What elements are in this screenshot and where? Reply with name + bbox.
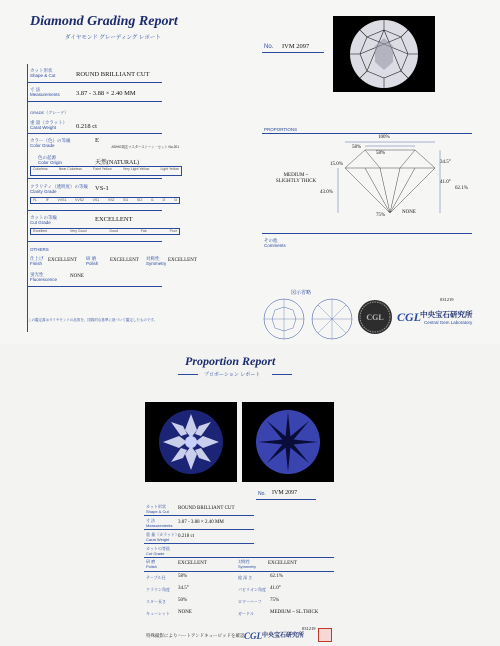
svg-text:CGL: CGL — [397, 310, 421, 324]
proportion-title: Proportion Report — [185, 354, 276, 368]
clarity-scale-item: I1 — [150, 198, 154, 202]
row-left-label: キューレット — [146, 611, 170, 616]
report-title-jp: ダイヤモンド グレーディング レポート — [65, 35, 161, 41]
finish-value: EXCELLENT — [48, 258, 77, 263]
clarity-scale-item: SI2 — [137, 198, 143, 202]
color-origin-label-en: Color Origin — [38, 160, 63, 165]
cut-label-jp: カットの等級 — [30, 215, 57, 220]
prop-total-depth: 62.1% — [455, 186, 468, 191]
carat-value: 0.218 ct — [76, 123, 97, 130]
polish-label-en: Polish — [146, 564, 157, 569]
cut-scale-item: Excellent — [33, 229, 48, 233]
row-left-value: 58% — [178, 574, 188, 579]
symmetry-label-en: Symmetry — [146, 261, 167, 266]
report-number: IVM 2097 — [272, 490, 298, 496]
row-right-label: 総 深 さ — [238, 575, 253, 580]
proportion-report — [0, 344, 500, 644]
symmetry-value: EXCELLENT — [268, 561, 297, 566]
clarity-scale — [30, 197, 180, 204]
report-number-underline — [262, 52, 324, 53]
proportion-row — [146, 586, 336, 596]
divider — [27, 286, 162, 287]
prop-crown-pct: 15.0% — [330, 162, 343, 167]
color-scale-item: Near Colorless — [58, 167, 82, 171]
shape-label-jp: カット形状 — [30, 68, 53, 73]
prop-table-total: 100% — [378, 135, 390, 140]
divider — [27, 178, 162, 179]
divider — [144, 529, 254, 530]
hearts-photo — [145, 402, 237, 482]
proportions-label: PROPORTIONS — [264, 127, 298, 132]
cut-scale-item: Fair — [140, 229, 147, 233]
measurements-label-jp: 寸 法 — [146, 518, 156, 523]
proportion-row — [146, 598, 336, 608]
color-scale — [30, 166, 182, 176]
polish-value: EXCELLENT — [110, 258, 139, 263]
lab-seal — [358, 300, 392, 334]
diamond-diagram-bottom — [310, 297, 354, 346]
color-scale-item: Colorless — [33, 167, 48, 171]
color-origin-label-jp: 色の起源 — [38, 155, 56, 160]
row-right-value: MEDIUM ~ SL.THICK — [270, 610, 319, 615]
divider — [27, 133, 162, 134]
comments-label-en: Comments — [264, 243, 286, 248]
title-dash-left — [178, 374, 198, 375]
arrows-photo — [242, 402, 334, 482]
comments-label-jp: その他 — [264, 238, 278, 243]
clarity-scale-item: I3 — [174, 198, 177, 202]
shape-label-en: Shape & Cut — [146, 509, 169, 514]
clarity-label-jp: クラリティ（透明度）の等級 — [30, 184, 89, 189]
clarity-value: VS-1 — [95, 185, 109, 192]
report-title: Diamond Grading Report — [30, 14, 178, 29]
svg-text:CGL: CGL — [366, 313, 384, 322]
row-right-label: ガードル — [238, 611, 254, 616]
prop-girdle: MEDIUM ~ SLIGHTLY THICK — [275, 173, 317, 184]
report-number-label: No. — [264, 44, 274, 50]
cut-scale-item: Good — [109, 229, 118, 233]
left-border — [27, 64, 28, 332]
shape-label-en: Shape & Cut — [30, 73, 56, 78]
prop-star: 58% — [376, 151, 386, 156]
fluorescence-label-jp: 蛍光性 — [30, 272, 44, 277]
lab-stamp — [318, 628, 332, 642]
divider — [27, 241, 162, 242]
prop-culet: NONE — [402, 210, 416, 215]
cut-label-jp: カットの等級 — [146, 546, 170, 551]
title-dash-right — [272, 374, 292, 375]
divider — [144, 515, 254, 516]
color-scale-item: Very Light Yellow — [122, 167, 150, 171]
fluorescence-value: NONE — [70, 274, 84, 279]
row-right-label: ロワーハーフ — [238, 599, 262, 604]
clarity-scale-item: VS2 — [107, 198, 115, 202]
clarity-scale-item: IF — [45, 198, 49, 202]
prop-crown-angle: 34.5° — [440, 160, 451, 165]
symmetry-value: EXCELLENT — [168, 258, 197, 263]
diagram-title: 図示省略 — [291, 290, 312, 296]
proportion-row — [146, 574, 336, 584]
color-origin-value: 天然(NATURAL) — [95, 160, 139, 166]
polish-label-jp: 研 磨 — [146, 559, 156, 564]
serial-number: 031219 — [302, 626, 316, 631]
clarity-scale-item: VVS2 — [75, 198, 84, 202]
prop-lower-half: 75% — [376, 213, 386, 218]
svg-text:CGL: CGL — [244, 631, 262, 641]
divider — [262, 233, 472, 234]
row-right-value: 75% — [270, 598, 280, 603]
polish-value: EXCELLENT — [178, 561, 207, 566]
polish-label-jp: 研 磨 — [86, 256, 97, 261]
color-value: E — [95, 137, 99, 144]
symmetry-label-jp: 対称性 — [238, 559, 250, 564]
carat-label-en: Carat Weight — [146, 537, 170, 542]
row-right-value: 41.0° — [270, 586, 281, 591]
color-scale-item: Light Yellow — [160, 167, 179, 171]
divider — [144, 571, 334, 572]
symmetry-label-en: Symmetry — [238, 564, 256, 569]
polish-label-en: Polish — [86, 261, 99, 266]
serial-number: 031219 — [440, 297, 454, 302]
clarity-scale-item: VS1 — [92, 198, 100, 202]
shape-value: ROUND BRILLIANT CUT — [76, 71, 150, 78]
color-label-jp: カラー（色）の等級 — [30, 138, 71, 143]
cut-scale-item: Very Good — [70, 229, 87, 233]
measurements-label-en: Measurements — [30, 92, 60, 97]
row-left-value: 50% — [178, 598, 188, 603]
prop-pavilion-angle: 41.0° — [440, 180, 451, 185]
divider — [27, 101, 162, 102]
report-number-underline — [256, 499, 316, 500]
carat-label-jp: 重 量（カラット） — [30, 120, 68, 125]
measurements-value: 3.87 - 3.88 × 2.40 MM — [76, 90, 136, 97]
measurements-value: 3.87 - 3.88 × 2.40 MM — [178, 520, 224, 525]
carat-label-jp: 重 量（カラット） — [146, 532, 180, 537]
lab-logo — [397, 308, 421, 324]
clarity-label-en: Clarity Grade — [30, 189, 57, 194]
measurements-label-jp: 寸 法 — [30, 87, 41, 92]
measurements-label-en: Measurements — [146, 523, 173, 528]
row-left-label: スター長さ — [146, 599, 166, 604]
others-label: OTHERS — [30, 247, 49, 252]
fluorescence-label-en: Fluorescence — [30, 277, 58, 282]
diamond-diagram-top — [262, 297, 306, 346]
cut-label-en: Cut Grade — [146, 551, 165, 556]
row-left-value: NONE — [178, 610, 192, 615]
divider — [27, 210, 162, 211]
disclaimer-text: この鑑定書はダイヤモンドの品質を、国際的な基準に基づいて鑑定したものです。 — [28, 318, 158, 322]
diamond-top-photo — [333, 16, 435, 92]
cut-value: EXCELLENT — [95, 216, 133, 223]
photo-caption: 特殊撮影によりハートアンドキューピッドを確認 — [146, 633, 245, 638]
shape-value: ROUND BRILLIANT CUT — [178, 506, 235, 511]
divider — [262, 133, 472, 134]
prop-crown: 58% — [352, 145, 362, 150]
cut-scale — [30, 228, 180, 235]
row-right-label: パビリオン角度 — [238, 587, 266, 592]
divider — [144, 543, 254, 544]
report-number: IVM 2097 — [282, 43, 310, 50]
clarity-scale-item: SI1 — [123, 198, 129, 202]
color-note: JIS/HG規定マスターストーン・セット No.201 — [111, 145, 180, 149]
grade-header: GRADE（グレード） — [30, 110, 69, 115]
prop-pavilion-depth: 43.0% — [320, 190, 333, 195]
proportion-row — [146, 610, 336, 620]
lab-name-jp: 中央宝石研究所 — [262, 633, 305, 639]
lab-name-jp: 中央宝石研究所 — [420, 310, 473, 319]
lab-logo — [244, 628, 260, 640]
color-scale-item: Faint Yellow — [93, 167, 112, 171]
carat-label-en: Carat Weight — [30, 125, 57, 130]
cut-label-en: Cut Grade — [30, 220, 51, 225]
finish-label-en: Finish — [30, 261, 43, 266]
lab-name-en: Central Gem Laboratory — [424, 320, 473, 325]
cut-scale-item: Poor — [169, 229, 177, 233]
clarity-scale-item: VVS1 — [57, 198, 67, 202]
proportion-title-jp: プロポーション レポート — [204, 372, 261, 378]
row-left-label: テーブル径 — [146, 575, 166, 580]
report-number-label: No. — [258, 491, 266, 497]
symmetry-label-jp: 対称性 — [146, 256, 160, 261]
clarity-scale-item: I2 — [162, 198, 166, 202]
shape-label-jp: カット形状 — [146, 504, 166, 509]
color-label-en: Color Grade — [30, 143, 55, 148]
row-left-value: 34.5° — [178, 586, 189, 591]
divider — [144, 557, 334, 558]
clarity-scale-item: FL — [33, 198, 38, 202]
divider — [27, 82, 162, 83]
finish-label-jp: 仕上げ — [30, 256, 44, 261]
carat-value: 0.218 ct — [178, 534, 195, 539]
row-right-value: 62.1% — [270, 574, 283, 579]
row-left-label: クラウン角度 — [146, 587, 170, 592]
